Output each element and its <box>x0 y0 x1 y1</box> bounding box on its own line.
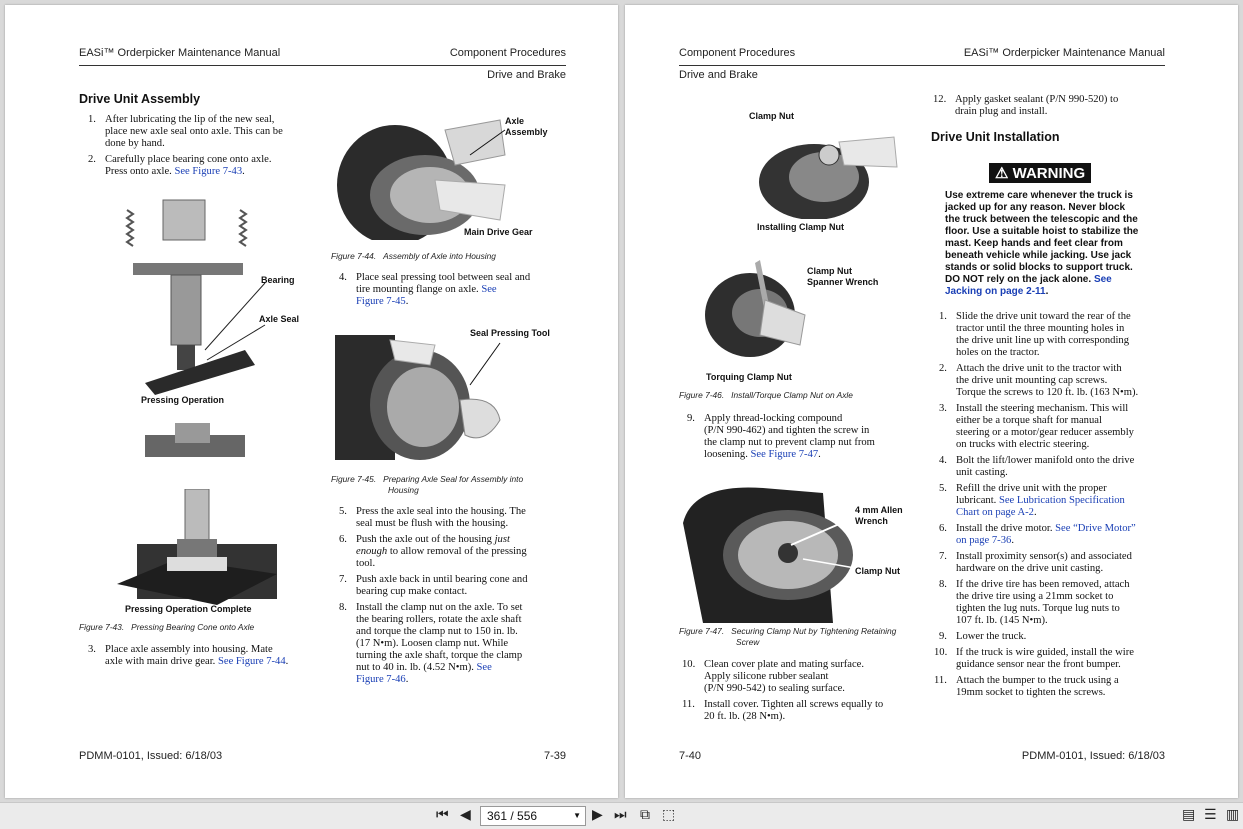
step-line: tighten the lug nuts. Torque lug nuts to <box>956 603 1120 614</box>
step-line: Lower the truck. <box>956 631 1027 642</box>
step-line: drain plug and install. <box>955 106 1048 117</box>
header-section: Component Procedures <box>679 47 796 59</box>
step-text <box>356 602 522 686</box>
step-number: 6. <box>339 534 347 545</box>
figure-caption <box>331 474 523 496</box>
step-line: steering or a motor/gear reducer assembly <box>956 427 1134 438</box>
step-8 <box>339 602 579 692</box>
header-rule <box>679 65 1165 66</box>
continuous-page-icon[interactable]: ☰ <box>1204 807 1217 823</box>
bearing-press-photo <box>115 195 315 465</box>
install-step-10 <box>934 647 1179 673</box>
warning-text <box>945 190 1175 298</box>
step-line: . <box>405 674 409 685</box>
axle-assembly-photo <box>335 110 510 240</box>
step-line: done by hand. <box>105 138 165 149</box>
step-text <box>105 644 288 668</box>
fit-width-icon[interactable]: ⬚ <box>662 807 676 823</box>
install-step-6 <box>939 523 1179 549</box>
dropdown-arrow-icon[interactable]: ▼ <box>573 811 581 820</box>
step-line: . <box>1033 507 1037 518</box>
lubrication-link[interactable]: Chart on page A-2 <box>956 507 1034 518</box>
step-line: turning the axle shaft, torque the clamp <box>356 650 523 661</box>
step-7 <box>339 574 579 600</box>
figure-link[interactable]: See Figure 7-44 <box>217 656 286 667</box>
page-number-field[interactable] <box>480 806 586 826</box>
warning-line: Use extreme care whenever the truck is <box>945 190 1133 201</box>
step-3 <box>88 644 328 670</box>
step-line: Refill the drive unit with the proper <box>956 483 1107 494</box>
step-line: Apply silicone rubber sealant <box>704 671 829 682</box>
label-torquing-clamp-nut: Torquing Clamp Nut <box>706 372 792 382</box>
step-line: the bearing rollers, rotate the axle shaft <box>356 614 522 625</box>
step-line: and torque the clamp nut to 150 in. lb. <box>356 626 518 637</box>
step-line: Place axle assembly into housing. Mate <box>105 644 273 655</box>
step-text <box>704 413 875 461</box>
fit-page-icon[interactable]: ⧉ <box>640 807 650 823</box>
step-11 <box>682 699 922 725</box>
figure-caption <box>679 390 853 401</box>
figure-caption <box>331 251 496 262</box>
caption-number: Figure 7-46. <box>679 390 725 400</box>
footer-page-number: 7-40 <box>679 750 702 762</box>
warning-line: floor. Use a suitable hoist to stabilize the <box>945 226 1139 237</box>
label-pressing-complete: Pressing Operation Complete <box>125 604 252 614</box>
pressing-complete-photo <box>117 489 277 605</box>
step-10 <box>682 659 922 699</box>
step-number: 5. <box>339 506 347 517</box>
step-emphasis: enough <box>356 546 388 557</box>
step-number: 7. <box>339 574 347 585</box>
step-number: 10. <box>682 659 696 670</box>
step-text <box>105 154 271 178</box>
next-page-icon[interactable]: ▶ <box>592 807 603 823</box>
caption-text: Securing Clamp Nut by Tightening Retaining <box>731 626 897 636</box>
caption-text: Assembly of Axle into Housing <box>383 251 496 261</box>
step-6 <box>339 534 579 574</box>
step-2 <box>88 154 318 180</box>
drive-motor-link[interactable]: on page 7-36 <box>956 535 1012 546</box>
step-text <box>956 631 1026 643</box>
label-wrench-1: Clamp Nut <box>807 266 852 276</box>
figure-link[interactable]: See Figure 7-47 <box>750 449 819 460</box>
step-line: If the truck is wire guided, install the wire <box>956 647 1134 658</box>
step-text <box>356 272 530 308</box>
figure-link[interactable]: Figure 7-45 <box>356 296 406 307</box>
page-indicator: 361 / 556 <box>487 809 538 823</box>
step-line: the drive unit mounting cap screws. <box>956 375 1108 386</box>
step-number: 1. <box>939 311 947 322</box>
step-text <box>956 579 1130 627</box>
caption-text: Housing <box>388 485 419 495</box>
step-line: bearing cup make contact. <box>356 586 468 597</box>
step-5 <box>339 506 579 532</box>
first-page-icon[interactable]: ⏮ <box>436 807 449 823</box>
step-text <box>956 455 1134 479</box>
step-line: Bolt the lift/lower manifold onto the drive <box>956 455 1135 466</box>
last-page-icon[interactable]: ⏭ <box>614 807 627 823</box>
caption-number: Figure 7-44. <box>331 251 377 261</box>
step-line: guidance sensor near the front bumper. <box>956 659 1121 670</box>
step-line: Install cover. Tighten all screws equally to <box>704 699 884 710</box>
step-line: 107 ft. lb. (145 N•m). <box>956 615 1048 626</box>
warning-line: beneath vehicle while jacking. Use jack <box>945 250 1132 261</box>
step-line: (P/N 990-462) and tighten the screw in <box>704 425 870 436</box>
step-line: loosening. <box>704 449 751 460</box>
step-line: Attach the bumper to the truck using a <box>956 675 1119 686</box>
facing-pages-icon[interactable]: ▥ <box>1226 807 1240 823</box>
step-text <box>956 675 1119 699</box>
label-axle-seal: Axle Seal <box>259 314 300 324</box>
caption-text: Screw <box>736 637 760 647</box>
figure-link[interactable]: See <box>481 284 497 295</box>
step-number: 3. <box>88 644 96 655</box>
step-line: place new axle seal onto axle. This can be <box>105 126 283 137</box>
step-number: 8. <box>939 579 947 590</box>
step-line: hardware on the drive unit casting. <box>956 563 1104 574</box>
figure-caption <box>79 622 254 633</box>
install-step-2 <box>939 363 1179 399</box>
footer-page-number: 7-39 <box>543 750 566 762</box>
step-line: the drive tire using a 21mm socket to <box>956 591 1114 602</box>
caption-text: Install/Torque Clamp Nut on Axle <box>731 390 853 400</box>
footer-doc-id: PDMM-0101, Issued: 6/18/03 <box>1021 750 1165 762</box>
step-number: 1. <box>88 114 96 125</box>
label-main-drive-gear: Main Drive Gear <box>464 227 533 237</box>
step-line: nut to 40 in. lb. (4.52 N•m). <box>356 662 477 673</box>
step-text <box>956 551 1132 575</box>
step-line: . <box>242 166 245 177</box>
footer-doc-id: PDMM-0101, Issued: 6/18/03 <box>79 750 223 762</box>
caption-number: Figure 7-43. <box>79 622 125 632</box>
step-emphasis: just <box>494 534 510 545</box>
label-bearing: Bearing <box>261 275 295 285</box>
step-line: Attach the drive unit to the tractor with <box>956 363 1122 374</box>
figure-link[interactable]: See <box>476 662 492 673</box>
step-line: unit casting. <box>956 467 1008 478</box>
step-number: 3. <box>939 403 947 414</box>
step-1 <box>88 114 318 154</box>
step-line: the clamp nut to prevent clamp nut from <box>704 437 875 448</box>
step-line: Clean cover plate and mating surface. <box>704 659 865 670</box>
step-line: Install proximity sensor(s) and associated <box>956 551 1132 562</box>
step-line: seal must be flush with the housing. <box>356 518 509 529</box>
step-line: Apply thread-locking compound <box>704 413 843 424</box>
install-step-4 <box>939 455 1179 481</box>
label-clamp-nut-2: Clamp Nut <box>855 566 900 576</box>
step-text <box>956 363 1138 399</box>
step-number: 10. <box>934 647 948 658</box>
label-allen-wrench-1: 4 mm Allen <box>855 505 903 515</box>
warning-icon: ⚠ <box>995 165 1009 182</box>
header-rule <box>79 65 566 66</box>
step-text <box>956 403 1134 451</box>
drive-motor-link[interactable]: See “Drive Motor” <box>1055 523 1136 534</box>
figure-caption <box>679 626 896 648</box>
step-line: (17 N•m). Loosen clamp nut. While <box>356 638 509 649</box>
step-line: Press onto axle. <box>105 166 175 177</box>
step-line: Carefully place bearing cone onto axle. <box>105 154 272 165</box>
step-text <box>955 94 1118 118</box>
figure-link[interactable]: Figure 7-46 <box>356 674 406 685</box>
step-number: 11. <box>934 675 947 686</box>
step-line: 20 ft. lb. (28 N•m). <box>704 711 786 722</box>
step-number: 4. <box>339 272 347 283</box>
allen-wrench-photo <box>683 483 883 623</box>
warning-line: mast. Keep hands and feet clear from <box>945 238 1123 249</box>
label-wrench-2: Spanner Wrench <box>807 277 879 287</box>
jacking-link[interactable]: Jacking on page 2-11 <box>945 286 1046 297</box>
step-number: 9. <box>939 631 947 642</box>
caption-text: Pressing Bearing Cone onto Axle <box>131 622 255 632</box>
step-line: 19mm socket to tighten the screws. <box>956 687 1106 698</box>
label-axle: Axle <box>505 116 525 126</box>
header-title: EASi™ Orderpicker Maintenance Manual <box>963 47 1165 59</box>
step-text <box>704 659 864 695</box>
step-number: 4. <box>939 455 947 466</box>
single-page-icon[interactable]: ▤ <box>1182 807 1196 823</box>
seal-pressing-tool-photo <box>335 325 510 465</box>
caption-text: Preparing Axle Seal for Assembly into <box>383 474 524 484</box>
step-number: 6. <box>939 523 947 534</box>
step-line: Push axle back in until bearing cone and <box>356 574 528 585</box>
step-text <box>956 311 1131 359</box>
label-allen-wrench-2: Wrench <box>855 516 888 526</box>
step-line: lubricant. <box>956 495 999 506</box>
caption-number: Figure 7-47. <box>679 626 725 636</box>
subheader: Drive and Brake <box>679 69 758 81</box>
step-line: tire mounting flange on axle. <box>356 284 482 295</box>
jacking-link[interactable]: See <box>1093 274 1112 285</box>
step-line: to allow removal of the pressing <box>387 546 527 557</box>
step-text <box>356 534 527 570</box>
step-number: 5. <box>939 483 947 494</box>
warning-label: WARNING <box>1012 165 1086 182</box>
step-text <box>956 647 1134 671</box>
warning-line: jacked up for any reason. Never block <box>945 202 1126 213</box>
install-step-5 <box>939 483 1179 519</box>
warning-line: stands or solid blocks to support truck. <box>945 262 1133 273</box>
step-text <box>956 483 1125 519</box>
warning-line: the truck between the telescopic and the <box>945 214 1138 225</box>
step-number: 8. <box>339 602 347 613</box>
lubrication-link[interactable]: See Lubrication Specification <box>998 495 1125 506</box>
step-line: . <box>818 449 821 460</box>
label-seal-pressing-tool: Seal Pressing Tool <box>470 328 550 338</box>
step-line: Slide the drive unit toward the rear of the <box>956 311 1131 322</box>
step-line: holes on the tractor. <box>956 347 1040 358</box>
step-line: Apply gasket sealant (P/N 990-520) to <box>955 94 1119 105</box>
step-line: either be a torque shaft for manual <box>956 415 1102 426</box>
install-step-8 <box>939 579 1179 627</box>
installation-title: Drive Unit Installation <box>931 130 1060 144</box>
step-line: on trucks with electric steering. <box>956 439 1090 450</box>
install-step-7 <box>939 551 1179 577</box>
step-line: After lubricating the lip of the new seal, <box>105 114 275 125</box>
step-text <box>356 506 526 530</box>
install-step-9 <box>939 631 1179 645</box>
subheader: Drive and Brake <box>487 69 566 81</box>
install-step-3 <box>939 403 1179 451</box>
step-line: . <box>285 656 289 667</box>
label-pressing-operation: Pressing Operation <box>141 395 225 405</box>
step-line: Install the clamp nut on the axle. To set <box>356 602 523 613</box>
label-installing-clamp-nut: Installing Clamp Nut <box>757 222 845 232</box>
header-section: Component Procedures <box>449 47 566 59</box>
step-number: 11. <box>682 699 695 710</box>
warning-line: DO NOT rely on the jack alone. <box>945 274 1094 285</box>
step-line: Place seal pressing tool between seal and <box>356 272 531 283</box>
torquing-clamp-nut-photo <box>705 255 810 365</box>
step-line: tool. <box>356 558 376 569</box>
warning-line: . <box>1045 286 1049 297</box>
step-text <box>956 523 1136 547</box>
step-number: 9. <box>687 413 695 424</box>
step-line: Torque the screws to 120 ft. lb. (163 N•m). <box>956 387 1139 398</box>
step-line: If the drive tire has been removed, attach <box>956 579 1130 590</box>
caption-number: Figure 7-45. <box>331 474 377 484</box>
viewer-toolbar <box>0 802 1243 829</box>
step-4 <box>339 272 579 312</box>
step-line: (P/N 990-542) to sealing surface. <box>704 683 845 694</box>
figure-link[interactable]: See Figure 7-43 <box>174 166 243 177</box>
right-page <box>625 5 1238 798</box>
step-line: Press the axle seal into the housing. The <box>356 506 526 517</box>
step-12 <box>933 94 1173 120</box>
header-title: EASi™ Orderpicker Maintenance Manual <box>79 47 281 59</box>
label-clamp-nut: Clamp Nut <box>749 111 794 121</box>
install-step-11 <box>934 675 1179 701</box>
step-line: tractor until the three mounting holes in <box>956 323 1125 334</box>
step-line: . <box>1011 535 1014 546</box>
step-9 <box>687 413 927 465</box>
installing-clamp-nut-photo <box>759 127 899 219</box>
warning-banner <box>989 163 1091 183</box>
step-number: 2. <box>939 363 947 374</box>
step-line: Install the drive motor. <box>956 523 1056 534</box>
step-text <box>704 699 883 723</box>
step-line: the drive unit line up with corresponding <box>956 335 1129 346</box>
step-text <box>356 574 528 598</box>
label-assembly: Assembly <box>505 127 548 137</box>
step-line: Push the axle out of the housing <box>356 534 495 545</box>
prev-page-icon[interactable]: ◀ <box>460 807 471 823</box>
step-number: 7. <box>939 551 947 562</box>
left-page <box>5 5 618 798</box>
step-line: . <box>405 296 409 307</box>
install-step-1 <box>939 311 1179 359</box>
step-line: Install the steering mechanism. This will <box>956 403 1129 414</box>
step-text <box>105 114 283 150</box>
step-number: 2. <box>88 154 96 165</box>
step-number: 12. <box>933 94 947 105</box>
section-title: Drive Unit Assembly <box>79 92 201 106</box>
step-line: axle with main drive gear. <box>105 656 218 667</box>
